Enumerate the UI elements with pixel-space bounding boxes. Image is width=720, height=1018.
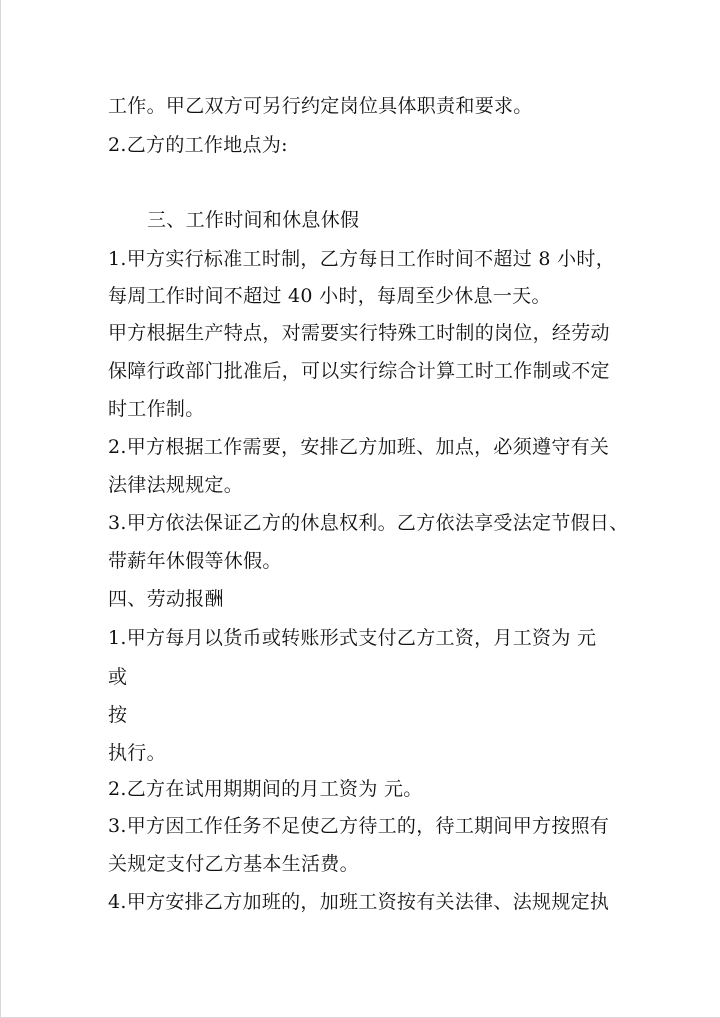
paragraph-line: 或	[108, 666, 128, 688]
paragraph-line: 2.乙方的工作地点为:	[108, 134, 288, 156]
paragraph-line: 2.甲方根据工作需要，安排乙方加班、加点，必须遵守有关	[108, 436, 610, 458]
paragraph-line: 按	[108, 704, 128, 726]
paragraph-line: 3.甲方依法保证乙方的休息权利。乙方依法享受法定节假日、	[108, 512, 629, 534]
paragraph-line: 2.乙方在试用期期间的月工资为 元。	[108, 778, 423, 800]
paragraph-line: 工作。甲乙双方可另行约定岗位具体职责和要求。	[108, 95, 533, 117]
paragraph-line: 每周工作时间不超过 40 小时，每周至少休息一天。	[108, 285, 551, 307]
paragraph-line: 法律法规规定。	[108, 474, 244, 496]
paragraph-line: 关规定支付乙方基本生活费。	[108, 853, 359, 875]
section-heading: 三、工作时间和休息休假	[147, 209, 360, 231]
section-heading: 四、劳动报酬	[108, 588, 224, 610]
paragraph-line: 3.甲方因工作任务不足使乙方待工的，待工期间甲方按照有	[108, 815, 610, 837]
paragraph-line: 4.甲方安排乙方加班的，加班工资按有关法律、法规规定执	[108, 891, 610, 913]
paragraph-line: 保障行政部门批准后，可以实行综合计算工时工作制或不定	[108, 360, 610, 382]
paragraph-line: 时工作制。	[108, 398, 205, 420]
paragraph-line: 1.甲方每月以货币或转账形式支付乙方工资，月工资为 元	[108, 627, 597, 649]
paragraph-line: 带薪年休假等休假。	[108, 550, 282, 572]
paragraph-line: 执行。	[108, 742, 166, 764]
paragraph-line: 1.甲方实行标准工时制，乙方每日工作时间不超过 8 小时，	[108, 248, 615, 270]
paragraph-line: 甲方根据生产特点，对需要实行特殊工时制的岗位，经劳动	[108, 322, 610, 344]
